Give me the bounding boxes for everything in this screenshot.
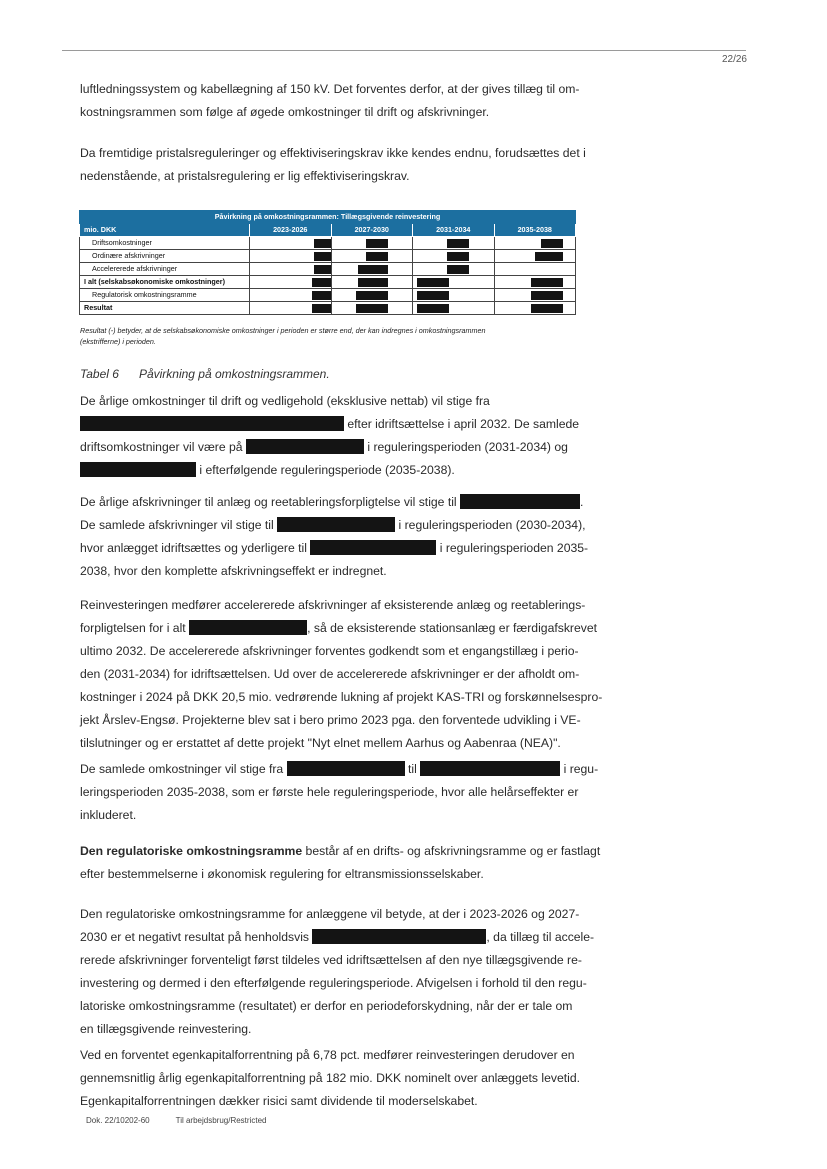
table-col-header: 2031-2034 bbox=[413, 224, 495, 237]
redaction-block bbox=[314, 239, 331, 248]
paragraph-depreciation: De årlige afskrivninger til anlæg og reetableringsforpligtelse vil stige til . De samlede afskrivninger vil stige til i reguleringsperioden (2030-2034), hvor anlægget idriftsættes og yderligere til i reguleringsperioden 2035- 2038, hvor den komplette afskrivningseffekt er indregnet. bbox=[80, 495, 589, 578]
table-row: Ordinære afskrivninger bbox=[80, 250, 576, 263]
table-row: Resultat bbox=[80, 302, 576, 315]
table-title: Påvirkning på omkostningsrammen: Tillægsgivende reinvestering bbox=[80, 211, 576, 224]
paragraph-regulatory-result: Den regulatoriske omkostningsramme for anlæggene vil betyde, at der i 2023-2026 og 2027- 2030 er et negativt resultat på henholdsvis , da tillæg til accele- rerede afskrivninger forventeligt først tildeles ved idriftsættelsen af den nye tillægsgivende re- investering og dermed i den efterfølgende reguleringsperiode. Afvigelsen i forhold til den regu- latoriske omkostningsramme (resultatet) er derfor en periodeforskydning, når der er tale om en tillægsgivende reinvestering. bbox=[80, 907, 595, 1036]
redaction-block bbox=[246, 439, 364, 454]
table-unit-label: mio. DKK bbox=[80, 224, 250, 237]
classification-label: Til arbejdsbrug/Restricted bbox=[175, 1116, 267, 1125]
table-row: Regulatorisk omkostningsramme bbox=[80, 289, 576, 302]
redaction-block bbox=[420, 761, 560, 776]
redaction-block bbox=[447, 239, 469, 248]
table-row: I alt (selskabsøkonomiske omkostninger) bbox=[80, 276, 576, 289]
paragraph-intro: luftledningssystem og kabellægning af 150 kV. Det forventes derfor, at der gives tillæg til om- kostningsrammen som følge af øgede omkostninger til drift og afskrivninger. bbox=[80, 82, 580, 119]
redaction-block bbox=[358, 278, 388, 287]
redaction-block bbox=[447, 265, 469, 274]
redaction-block bbox=[417, 278, 449, 287]
caption-text: Påvirkning på omkostningsrammen. bbox=[138, 367, 330, 381]
redaction-block bbox=[531, 278, 563, 287]
redaction-block bbox=[310, 540, 436, 555]
paragraph-regulatory-frame: Den regulatoriske omkostningsramme består af en drifts- og afskrivningsramme og er fastlagt efter bestemmelserne i økonomisk regulering for eltransmissionsselskaber. bbox=[80, 844, 601, 881]
redaction-block bbox=[80, 462, 196, 477]
redaction-block bbox=[356, 304, 388, 313]
redaction-block bbox=[277, 517, 395, 532]
redaction-block bbox=[366, 239, 388, 248]
redaction-block bbox=[287, 761, 405, 776]
redaction-block bbox=[312, 929, 486, 944]
table-row: Driftsomkostninger bbox=[80, 237, 576, 250]
redaction-block bbox=[366, 252, 388, 261]
redaction-block bbox=[80, 416, 344, 431]
caption-label: Tabel 6 bbox=[80, 367, 119, 381]
table-col-header: 2027-2030 bbox=[331, 224, 413, 237]
page-footer bbox=[86, 1116, 292, 1125]
redaction-block bbox=[541, 239, 563, 248]
paragraph-reinvestment: Reinvesteringen medfører accelererede afskrivninger af eksisterende anlæg og reetablerings- forpligtelsen for i alt , så de eksisterende stationsanlæg er færdigafskrevet ultimo 2032. De accelererede afskrivninger forventes godkendt som et engangstillæg i perio- den (2031-2034) for idriftsættelsen. Ud over de accelererede afskrivninger er der afholdt om- kostninger i 2024 på DKK 20,5 mio. vedrørende lukning af projekt KAS-TRI og forskønnelsespro- jekt Årslev-Engsø. Projekterne blev sat i bero primo 2023 pga. den forventede udvikling i VE- tilslutninger og er erstattet af dette projekt "Nyt elnet mellem Aarhus og Aabenraa (NEA)". bbox=[80, 598, 603, 750]
redaction-block bbox=[314, 265, 331, 274]
paragraph-total-costs: De samlede omkostninger vil stige fra til i regu- leringsperioden 2035-2038, som er første hele reguleringsperiode, hvor alle helårseffekter er inkluderet. bbox=[80, 762, 599, 822]
redaction-block bbox=[531, 304, 563, 313]
table-note: Resultat (-) betyder, at de selskabsøkonomiske omkostninger i perioden er større end, der kan indregnes i omkostningsrammen (ekstrifferne) i perioden. bbox=[80, 326, 486, 346]
paragraph-equity-return: Ved en forventet egenkapitalforrentning på 6,78 pct. medfører reinvesteringen derudover en gennemsnitlig årlig egenkapitalforrentning på 182 mio. DKK nominelt over anlæggets levetid. Egenkapitalforrentningen dækker risici samt dividende til moderselskabet. bbox=[80, 1048, 580, 1108]
redaction-block bbox=[447, 252, 469, 261]
redaction-block bbox=[417, 304, 449, 313]
redaction-block bbox=[356, 291, 388, 300]
redaction-block bbox=[189, 620, 307, 635]
redaction-block bbox=[531, 291, 563, 300]
redaction-block bbox=[312, 304, 331, 313]
redaction-block bbox=[314, 252, 331, 261]
table-col-header: 2023-2026 bbox=[250, 224, 332, 237]
table-caption bbox=[80, 367, 330, 381]
page-number: 22/26 bbox=[721, 54, 747, 65]
redaction-block bbox=[358, 265, 388, 274]
redaction-block bbox=[312, 291, 331, 300]
redaction-block bbox=[535, 252, 563, 261]
redaction-block bbox=[312, 278, 331, 287]
document-number: Dok. 22/10202-60 bbox=[86, 1116, 150, 1125]
redaction-block bbox=[460, 494, 580, 509]
cost-impact-table bbox=[79, 210, 576, 315]
paragraph-operating-costs: De årlige omkostninger til drift og vedligehold (eksklusive nettab) vil stige fra efter idriftsættelse i april 2032. De samlede driftsomkostninger vil være på i reguleringsperioden (2031-2034) og i efterfølgende reguleringsperiode (2035-2038). bbox=[80, 394, 580, 477]
redaction-block bbox=[417, 291, 449, 300]
table-row: Accelererede afskrivninger bbox=[80, 263, 576, 276]
paragraph-assumption: Da fremtidige pristalsreguleringer og effektiviseringskrav ikke kendes endnu, forudsættes det i nedenstående, at pristalsregulering er lig effektiviseringskrav. bbox=[80, 146, 586, 183]
table-col-header: 2035-2038 bbox=[494, 224, 576, 237]
header-rule bbox=[62, 50, 746, 51]
